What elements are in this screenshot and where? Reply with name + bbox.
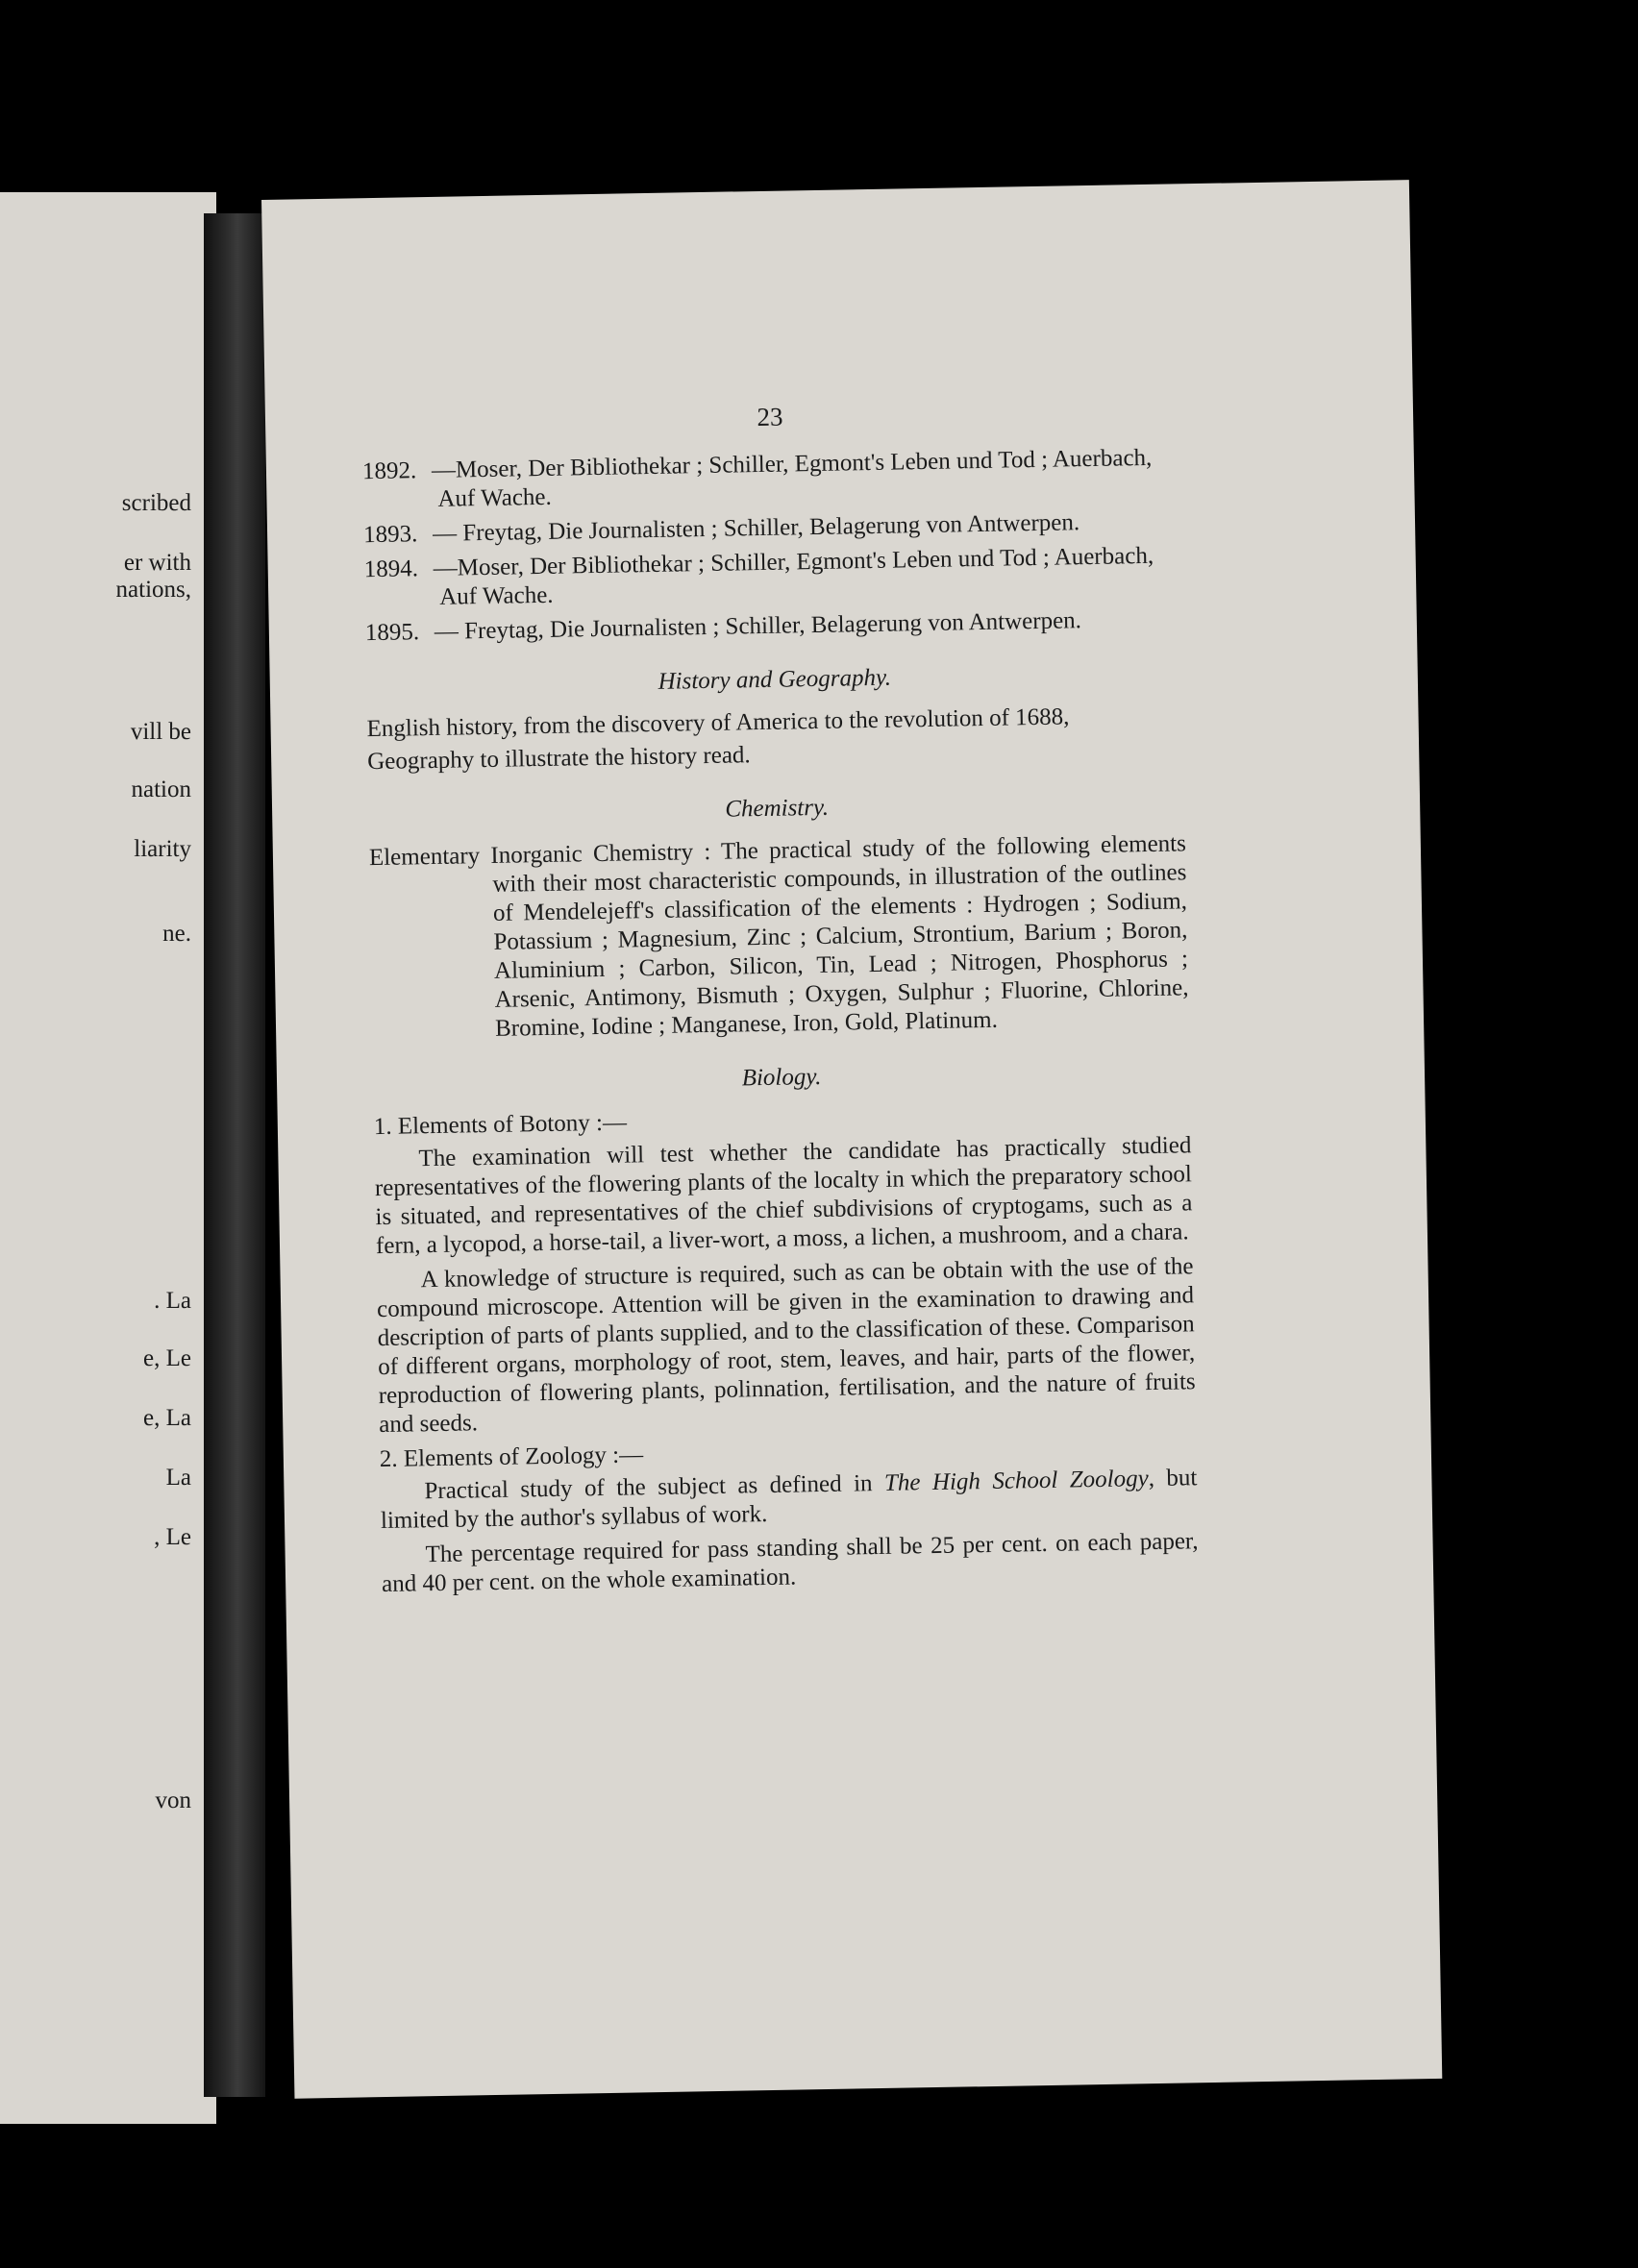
- left-page-fragment: nation: [131, 777, 191, 802]
- left-page-fragment: ne.: [162, 921, 191, 947]
- page-content: [361, 395, 1200, 1605]
- list-item-text: —Moser, Der Bibliothekar ; Schiller, Egmont's Leben und Tod ; Auerbach, Auf Wache.: [433, 542, 1154, 610]
- left-page-fragment: scribed: [121, 490, 191, 516]
- list-item-year: 1893.: [362, 521, 418, 549]
- list-item-year: 1894.: [363, 555, 419, 583]
- chemistry-text: Elementary Inorganic Chemistry : The practical study of the following elements with their most characteristic compounds, in illustration of the outlines of Mendelejeff's classification of the elements : Hydrogen ; Sodium, Potassium ; Magnesium, Zinc ; Calcium, Strontium, Barium ; Boron, Aluminium ; Carbon, Silicon, Tin, Lead ; Nitrogen, Phosphorus ; Arsenic, Antimony, Bismuth ; Oxygen, Sulphur ; Fluorine, Chlorine, Bromine, Iodine ; Manganese, Iron, Gold, Platinum.: [368, 830, 1189, 1042]
- botany-title: 1. Elements of Botony :—: [373, 1109, 628, 1141]
- left-page-fragment: er with: [123, 550, 191, 576]
- page-number: 23: [757, 402, 783, 432]
- left-page-fragment: liarity: [134, 836, 191, 862]
- pass-standing-paragraph: The percentage required for pass standing shall be 25 per cent. on each paper, and 40 per cent. on the whole examination.: [381, 1528, 1199, 1598]
- german-reading-list: [362, 443, 1182, 648]
- list-item-year: 1892.: [361, 457, 417, 485]
- zoology-text-end: , but limited by the author's syllabus of work.: [380, 1465, 1198, 1535]
- history-line: English history, from the discovery of America to the revolution of 1688,: [366, 703, 1070, 743]
- zoology-text-start: Practical study of the subject as defined in: [424, 1470, 873, 1505]
- left-page-fragment: von: [155, 1787, 191, 1813]
- biology-heading: Biology.: [741, 1063, 822, 1092]
- left-page: [0, 192, 216, 2124]
- left-page-fragment: e, La: [143, 1405, 191, 1431]
- history-heading: History and Geography.: [658, 664, 892, 695]
- list-item: [362, 443, 1180, 515]
- right-page: [261, 180, 1442, 2099]
- list-item-text: —Moser, Der Bibliothekar ; Schiller, Egmont's Leben und Tod ; Auerbach, Auf Wache.: [431, 444, 1153, 512]
- botany-paragraph: A knowledge of structure is required, such as can be obtain with the use of the compound microscope. Attention will be given in the examination to drawing and description of parts of plants supplied, and to the classification of these. Comparison of different organs, morphology of root, stem, leaves, and hair, parts of the flower, reproduction of flowering plants, polinnation, fertilisation, and the nature of fruits and seeds.: [376, 1253, 1196, 1439]
- history-line: Geography to illustrate the history read.: [366, 742, 751, 776]
- book-gutter: [204, 213, 265, 2097]
- zoology-title: 2. Elements of Zoology :—: [379, 1442, 644, 1473]
- botany-paragraph: The examination will test whether the candidate has practically studied representatives of the flowering plants of the localty in which the preparatory school is situated, and representatives of the chief subdivisions of cryptogams, such as a fern, a lycopod, a horse-tail, a liver-wort, a moss, a lichen, a mushroom, and a chara.: [374, 1132, 1193, 1260]
- list-item-text: — Freytag, Die Journalisten ; Schiller, Belagerung von Antwerpen.: [434, 607, 1082, 645]
- list-item-year: 1895.: [364, 619, 420, 647]
- left-page-fragment: e, Le: [143, 1345, 191, 1371]
- left-page-fragment: vill be: [130, 719, 191, 745]
- zoology-paragraph: [380, 1464, 1198, 1536]
- list-item: [365, 604, 1182, 648]
- zoology-book-title: The High School Zoology: [883, 1466, 1149, 1496]
- list-item-text: — Freytag, Die Journalisten ; Schiller, Belagerung von Antwerpen.: [432, 509, 1080, 547]
- list-item: [363, 541, 1181, 613]
- chemistry-heading: Chemistry.: [725, 794, 830, 823]
- left-page-fragment: . La: [154, 1288, 191, 1314]
- left-page-fragment: La: [165, 1465, 191, 1491]
- left-page-fragment: , Le: [154, 1524, 191, 1550]
- left-page-fragment: nations,: [115, 577, 191, 603]
